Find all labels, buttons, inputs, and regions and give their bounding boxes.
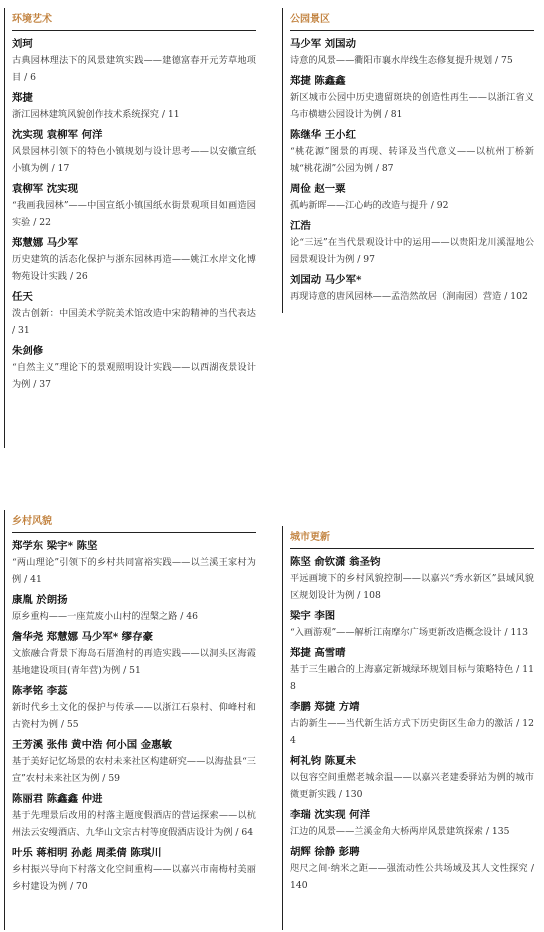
entry-authors: 陈继华 王小红 <box>290 129 356 141</box>
section-title: 城市更新 <box>290 532 330 543</box>
entry-authors: 梁宇 李图 <box>290 610 336 622</box>
section-title: 公园景区 <box>290 14 330 25</box>
entry-title: 基于美好记忆场景的农村未来社区构建研究——以海盐县“三宣”农村未来社区为例 / 59 <box>12 756 256 784</box>
entry-authors: 郑慧娜 马少军 <box>12 237 78 249</box>
entry-title: “入画游观”——解析江南摩尔广场更新改造概念设计 / 113 <box>290 627 528 638</box>
entry-title: 古韵新生——当代新生活方式下历史街区生命力的激活 / 124 <box>290 718 534 746</box>
entry-authors: 叶乐 蒋相明 孙彪 周柔倩 陈琪川 <box>12 847 162 859</box>
entry-title: 平远画境下的乡村风貌控制——以嘉兴“秀水新区”县域风貌区规划设计为例 / 108 <box>290 573 534 601</box>
toc-entry <box>12 344 256 393</box>
entry-title: 乡村振兴导向下村落文化空间重构——以嘉兴市南梅村美丽乡村建设为例 / 70 <box>12 864 256 892</box>
entry-authors: 任天 <box>12 291 33 303</box>
toc-entry <box>290 273 534 305</box>
entry-title: 基于先理景后改用的村落主题度假酒店的营运探索——以杭州法云安缦酒店、九华山文宗古村等度假酒店设计为例 / 64 <box>12 810 256 838</box>
entry-authors: 王芳溪 张伟 黄中浩 何小国 金惠敏 <box>12 739 172 751</box>
toc-entry <box>290 219 534 268</box>
entry-title: 论“三远”在当代景观设计中的运用——以贵阳龙川溪湿地公园景观设计为例 / 97 <box>290 237 534 265</box>
entry-title: 新区城市公园中历史遗留斑块的创造性再生——以浙江省义乌市横塘公园设计为例 / 81 <box>290 92 534 120</box>
entry-authors: 袁柳军 沈实现 <box>12 183 78 195</box>
entry-authors: 胡辉 徐静 彭聘 <box>290 846 360 858</box>
entry-authors: 刘珂 <box>12 38 33 50</box>
entry-authors: 马少军 刘国动 <box>290 38 356 50</box>
toc-entry <box>290 646 534 695</box>
toc-entry <box>12 593 256 625</box>
entry-title: 以包容空间重燃老城余温——以嘉兴老建委驿站为例的城市微更新实践 / 130 <box>290 772 534 800</box>
toc-entry <box>290 182 534 214</box>
toc-entry <box>12 684 256 733</box>
toc-entry <box>290 609 534 641</box>
toc-entry <box>12 738 256 787</box>
entry-title: 古典园林理法下的风景建筑实践——建德富春开元芳草地项目 / 6 <box>12 55 256 83</box>
entry-title: 历史建筑的活态化保护与浙东园林再造——姚江水岸文化博物苑设计实践 / 26 <box>12 254 256 282</box>
toc-entry <box>12 128 256 177</box>
entry-title: “两山理论”引领下的乡村共同富裕实践——以兰溪王家村为例 / 41 <box>12 557 256 585</box>
entry-authors: 刘国动 马少军* <box>290 274 362 286</box>
entry-authors: 沈实现 袁柳军 何洋 <box>12 129 103 141</box>
entry-authors: 陈丽君 陈鑫鑫 仲进 <box>12 793 103 805</box>
entry-authors: 李瑞 沈实现 何洋 <box>290 809 370 821</box>
toc-entry <box>12 792 256 841</box>
entry-title: 文旅融合背景下海岛石厝渔村的再造实践——以洞头区海霞基地建设项目(青年营)为例 / 51 <box>12 648 256 676</box>
toc-entry <box>290 128 534 177</box>
entry-title: “自然主义”理论下的景观照明设计实践——以西湖夜景设计为例 / 37 <box>12 362 256 390</box>
entry-title: “桃花源”图景的再现、转译及当代意义——以杭州丁桥新城“桃花湖”公园为例 / 87 <box>290 146 534 174</box>
toc-entry <box>12 846 256 895</box>
entry-title: 江边的风景——兰溪金角大桥两岸风景建筑探索 / 135 <box>290 826 510 837</box>
toc-entry <box>12 182 256 231</box>
section-title: 乡村风貌 <box>12 516 52 527</box>
entry-authors: 陈坚 俞钦潇 翁圣钧 <box>290 556 381 568</box>
toc-entry <box>290 845 534 894</box>
toc-entry <box>290 74 534 123</box>
entry-title: 孤屿新晖——江心屿的改造与提升 / 92 <box>290 200 449 211</box>
entry-authors: 陈孝铭 李蕊 <box>12 685 68 697</box>
toc-entry <box>290 37 534 69</box>
entry-title: 新时代乡土文化的保护与传承——以浙江石泉村、仰峰村和古瓷村为例 / 55 <box>12 702 256 730</box>
toc-entry <box>290 808 534 840</box>
section-rule <box>290 548 534 549</box>
section-rural <box>4 512 264 895</box>
entry-authors: 周俭 赵一粟 <box>290 183 346 195</box>
section-parks <box>282 10 542 305</box>
entry-title: 泼古创新：中国美术学院美术馆改造中宋韵精神的当代表达 / 31 <box>12 308 256 336</box>
entry-authors: 柯礼钧 陈夏未 <box>290 755 356 767</box>
entry-title: 风景园林引领下的特色小镇规划与设计思考——以安徽宣纸小镇为例 / 17 <box>12 146 256 174</box>
entry-authors: 郑捷 <box>12 92 33 104</box>
entry-title: 原乡重构——一座荒废小山村的涅槃之路 / 46 <box>12 611 199 622</box>
entry-authors: 詹华尧 郑慧娜 马少军* 缪存豪 <box>12 631 153 643</box>
entry-title: 浙江园林建筑风貌创作技术系统探究 / 11 <box>12 109 180 120</box>
entry-authors: 郑学东 梁宇* 陈坚 <box>12 540 98 552</box>
toc-entry <box>12 290 256 339</box>
toc-entry <box>290 555 534 604</box>
entry-authors: 李鹏 郑捷 方靖 <box>290 701 360 713</box>
entry-title: 再现诗意的唐风园林——孟浩然故居（涧南园）营造 / 102 <box>290 291 528 302</box>
entry-title: 基于三生融合的上海嘉定新城绿环规划目标与策略特色 / 118 <box>290 664 534 692</box>
toc-entry <box>12 236 256 285</box>
entry-authors: 郑捷 陈鑫鑫 <box>290 75 346 87</box>
toc-entry <box>12 630 256 679</box>
toc-entry <box>290 700 534 749</box>
toc-entry <box>290 754 534 803</box>
toc-entry <box>12 37 256 86</box>
toc-entry <box>12 539 256 588</box>
entry-authors: 江浩 <box>290 220 311 232</box>
entry-authors: 康胤 於朗扬 <box>12 594 68 606</box>
entry-title: “我画我园林”——中国宣纸小镇国纸水街景观项目如画造园实验 / 22 <box>12 200 256 228</box>
entry-authors: 朱剑修 <box>12 345 44 357</box>
section-rule <box>12 532 256 533</box>
section-rule <box>290 30 534 31</box>
entry-authors: 郑捷 高雪晴 <box>290 647 346 659</box>
section-title: 环境艺术 <box>12 14 52 25</box>
section-environment-art <box>4 10 264 393</box>
section-urban-renewal <box>282 528 542 894</box>
toc-entry <box>12 91 256 123</box>
entry-title: 咫尺之间·纳米之距——强流动性公共场域及其人文性探究 / 140 <box>290 863 534 891</box>
entry-title: 诗意的风景——衢阳市襄水岸线生态修复提升规划 / 75 <box>290 55 513 66</box>
section-rule <box>12 30 256 31</box>
